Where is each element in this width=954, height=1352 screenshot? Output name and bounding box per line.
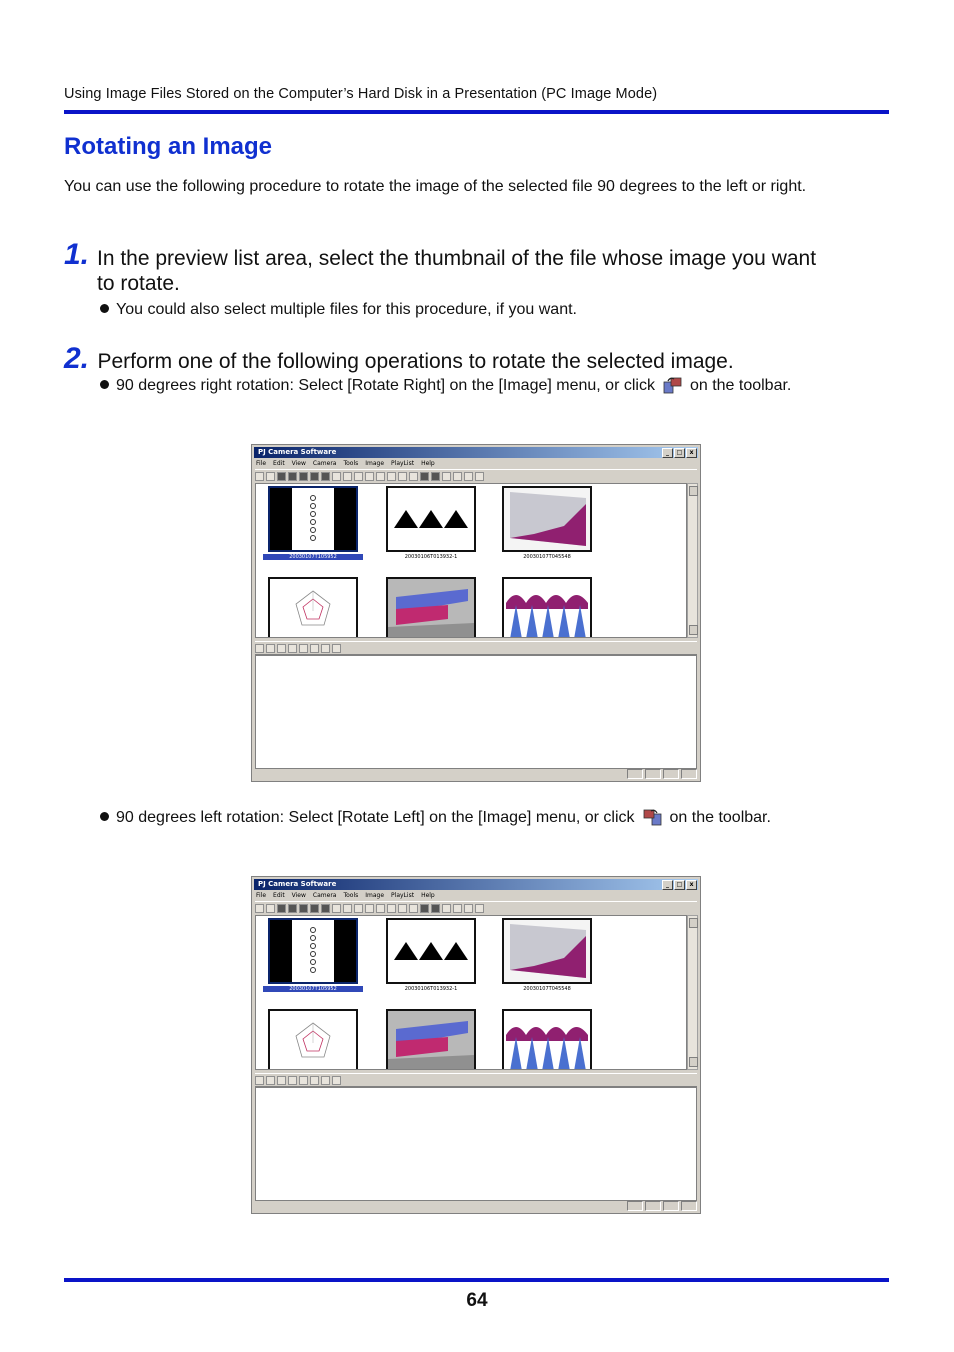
main-toolbar (255, 901, 697, 916)
toolbar-button[interactable] (255, 904, 264, 913)
toolbar-button[interactable] (321, 1076, 330, 1085)
playlist-toolbar (255, 1073, 697, 1087)
preview-scrollbar[interactable] (687, 915, 698, 1070)
menu-help[interactable]: Help (421, 892, 435, 899)
close-button[interactable]: x (686, 448, 697, 458)
thumbnail-bar-3d[interactable] (386, 1009, 476, 1070)
thumbnail-triangles[interactable] (386, 918, 476, 984)
menu-image[interactable]: Image (365, 892, 385, 899)
toolbar-button[interactable] (255, 1076, 264, 1085)
thumbnail-radar[interactable] (268, 1009, 358, 1070)
preview-list-area (255, 915, 687, 1070)
step-2-text: Perform one of the following operations to rotate the selected image. (97, 350, 734, 373)
toolbar-button[interactable] (475, 904, 484, 913)
thumbnail-caption: 20030107T045548 (523, 986, 571, 992)
toolbar-button[interactable] (266, 1076, 275, 1085)
menu-image[interactable]: Image (365, 460, 385, 467)
toolbar-button[interactable] (365, 472, 374, 481)
thumbnail-caption: 20030107T105952 (263, 554, 363, 560)
playlist-toolbar (255, 641, 697, 655)
thumbnail-bar-3d[interactable] (386, 577, 476, 638)
toolbar-button[interactable] (464, 472, 473, 481)
toolbar-button[interactable] (255, 472, 264, 481)
menu-help[interactable]: Help (421, 460, 435, 467)
menu-playlist[interactable]: PlayList (391, 460, 415, 467)
toolbar-button[interactable] (266, 904, 275, 913)
toolbar-button[interactable] (420, 904, 429, 913)
status-bar (255, 769, 697, 779)
toolbar-button[interactable] (310, 472, 319, 481)
toolbar-button[interactable] (288, 472, 297, 481)
toolbar-button[interactable] (288, 1076, 297, 1085)
toolbar-button[interactable] (398, 472, 407, 481)
maximize-button[interactable]: □ (674, 448, 685, 458)
header-rule (64, 110, 889, 114)
menu-playlist[interactable]: PlayList (391, 892, 415, 899)
thumbnail-caption: 20030106T013932-1 (404, 554, 458, 560)
title-bar (254, 879, 698, 890)
toolbar-button[interactable] (332, 472, 341, 481)
rotate-left-before: 90 degrees left rotation: Select [Rotate Left] on the [Image] menu, or click (116, 809, 635, 826)
menu-view[interactable]: View (291, 460, 306, 467)
step-1-number: 1. (64, 238, 90, 271)
menu-edit[interactable]: Edit (273, 460, 285, 467)
thumbnail-cones[interactable] (502, 577, 592, 638)
toolbar-button[interactable] (310, 1076, 319, 1085)
toolbar-button[interactable] (310, 904, 319, 913)
playlist-area (255, 655, 697, 769)
toolbar-button[interactable] (299, 904, 308, 913)
toolbar-button[interactable] (277, 1076, 286, 1085)
menu-file[interactable]: File (256, 460, 267, 467)
rotate-left-after: on the toolbar. (669, 809, 771, 826)
toolbar-button[interactable] (343, 472, 352, 481)
rotate-right-after: on the toolbar. (689, 377, 792, 394)
thumbnail-portrait[interactable] (268, 918, 358, 984)
menu-edit[interactable]: Edit (273, 892, 285, 899)
toolbar-button[interactable] (277, 644, 286, 653)
main-toolbar (255, 469, 697, 484)
toolbar-button[interactable] (255, 644, 264, 653)
toolbar-button[interactable] (266, 644, 275, 653)
toolbar-button[interactable] (288, 904, 297, 913)
toolbar-button[interactable] (299, 1076, 308, 1085)
toolbar-button[interactable] (431, 904, 440, 913)
toolbar-button[interactable] (343, 904, 352, 913)
step-2 (64, 342, 834, 376)
menu-camera[interactable]: Camera (312, 892, 337, 899)
toolbar-button[interactable] (376, 472, 385, 481)
bullet-dot (100, 380, 109, 389)
window-title: PJ Camera Software (258, 880, 337, 888)
step-1 (64, 240, 824, 321)
app-window-screenshot-1 (251, 444, 701, 782)
app-window-screenshot-2 (251, 876, 701, 1214)
thumbnail-caption: 20030107T105952 (263, 986, 363, 992)
toolbar-button[interactable] (365, 904, 374, 913)
toolbar-button[interactable] (453, 904, 462, 913)
menu-bar (256, 891, 435, 901)
toolbar-button[interactable] (277, 904, 286, 913)
thumbnail-cones[interactable] (502, 1009, 592, 1070)
rotate-right-icon (663, 376, 682, 395)
thumbnail-radar[interactable] (268, 577, 358, 638)
toolbar-button[interactable] (409, 904, 418, 913)
toolbar-button[interactable] (442, 472, 451, 481)
toolbar-button[interactable] (376, 904, 385, 913)
menu-file[interactable]: File (256, 892, 267, 899)
toolbar-button[interactable] (332, 1076, 341, 1085)
preview-scrollbar[interactable] (687, 483, 698, 638)
toolbar-button[interactable] (332, 904, 341, 913)
title-bar (254, 447, 698, 458)
toolbar-button[interactable] (299, 472, 308, 481)
toolbar-button[interactable] (409, 472, 418, 481)
menu-camera[interactable]: Camera (312, 460, 337, 467)
toolbar-button[interactable] (277, 472, 286, 481)
close-button[interactable]: x (686, 880, 697, 890)
toolbar-button[interactable] (464, 904, 473, 913)
rotate-right-before: 90 degrees right rotation: Select [Rotate Right] on the [Image] menu, or click (116, 377, 655, 394)
toolbar-button[interactable] (354, 904, 363, 913)
toolbar-button[interactable] (387, 472, 396, 481)
toolbar-button[interactable] (321, 644, 330, 653)
bullet-text: You could also select multiple files for this procedure, if you want. (116, 301, 577, 318)
bullet-dot (100, 304, 109, 313)
toolbar-button[interactable] (332, 644, 341, 653)
toolbar-button[interactable] (354, 472, 363, 481)
step-1-text: In the preview list area, select the thumbnail of the file whose image you want to rotate. (97, 247, 817, 295)
rotate-left-bullet (100, 807, 835, 829)
section-title: Rotating an Image (64, 133, 273, 160)
preview-list-area (255, 483, 687, 638)
thumbnail-area-chart[interactable] (502, 918, 592, 984)
toolbar-button[interactable] (387, 904, 396, 913)
menu-view[interactable]: View (291, 892, 306, 899)
step-2-number: 2. (64, 342, 90, 375)
maximize-button[interactable]: □ (674, 880, 685, 890)
thumbnail-portrait[interactable] (268, 486, 358, 552)
menu-tools[interactable]: Tools (343, 892, 359, 899)
minimize-button[interactable]: _ (662, 880, 673, 890)
toolbar-button[interactable] (310, 644, 319, 653)
playlist-area (255, 1087, 697, 1201)
window-title: PJ Camera Software (258, 448, 337, 456)
toolbar-button[interactable] (420, 472, 429, 481)
toolbar-button[interactable] (453, 472, 462, 481)
toolbar-button[interactable] (321, 904, 330, 913)
menu-tools[interactable]: Tools (343, 460, 359, 467)
toolbar-button[interactable] (321, 472, 330, 481)
menu-bar (256, 459, 435, 469)
toolbar-button[interactable] (288, 644, 297, 653)
toolbar-button[interactable] (299, 644, 308, 653)
footer-rule (64, 1278, 889, 1282)
toolbar-button[interactable] (475, 472, 484, 481)
rotate-left-icon (643, 808, 662, 827)
rotate-right-bullet (100, 375, 825, 397)
thumbnail-caption: 20030107T045548 (523, 554, 571, 560)
toolbar-button[interactable] (398, 904, 407, 913)
thumbnail-caption: 20030106T013932-1 (404, 986, 458, 992)
step-1-bullet (100, 299, 824, 321)
toolbar-button[interactable] (266, 472, 275, 481)
minimize-button[interactable]: _ (662, 448, 673, 458)
thumbnail-triangles[interactable] (386, 486, 476, 552)
page-number: 64 (466, 1290, 488, 1311)
toolbar-button[interactable] (431, 472, 440, 481)
bullet-dot (100, 812, 109, 821)
toolbar-button[interactable] (442, 904, 451, 913)
status-bar (255, 1201, 697, 1211)
thumbnail-area-chart[interactable] (502, 486, 592, 552)
intro-paragraph: You can use the following procedure to rotate the image of the selected file 90 degrees to the left or right. (64, 178, 807, 195)
running-header: Using Image Files Stored on the Computer’s Hard Disk in a Presentation (PC Image Mode) (64, 86, 658, 102)
